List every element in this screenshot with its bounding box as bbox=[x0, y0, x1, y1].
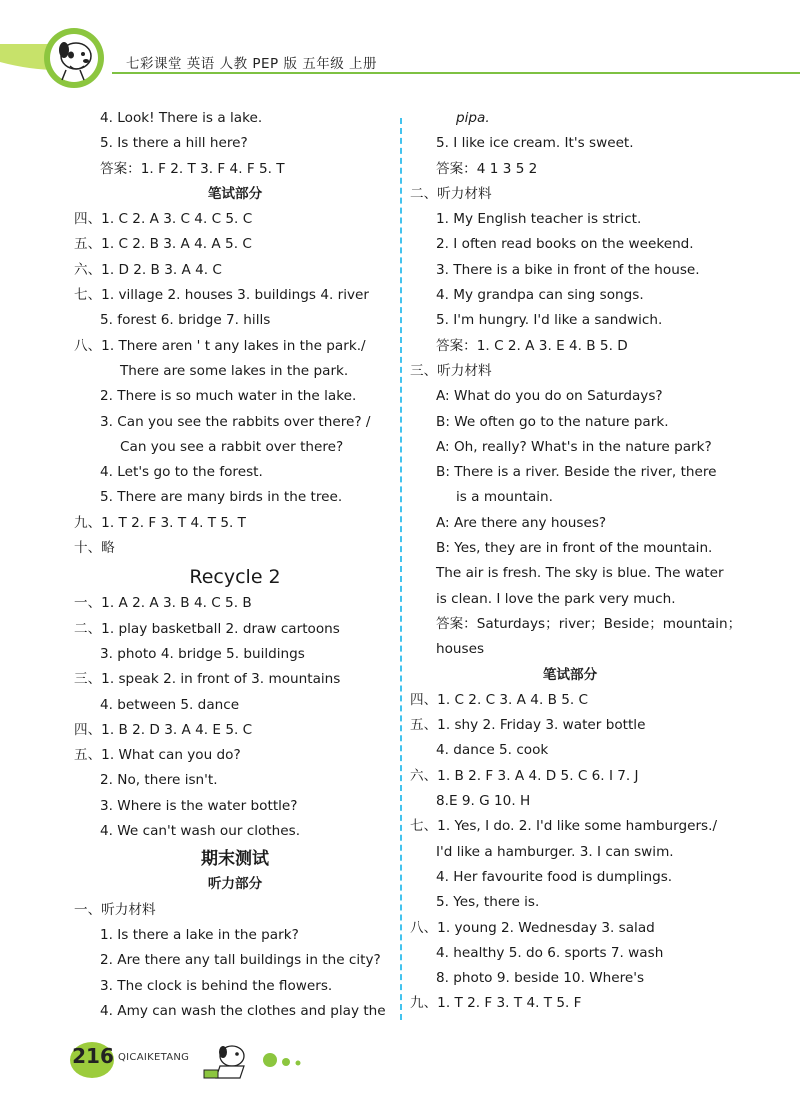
text-line: 期末测试 bbox=[201, 849, 269, 870]
text-line: 笔试部分 bbox=[207, 185, 263, 202]
text-line: 答案：Saturdays；river；Beside；mountain； bbox=[436, 615, 742, 632]
text-line: 2. Are there any tall buildings in the city? bbox=[100, 952, 381, 969]
text-line: 二、听力材料 bbox=[410, 185, 492, 202]
text-line: 五、1. shy 2. Friday 3. water bottle bbox=[410, 717, 646, 734]
text-line: 六、1. B 2. F 3. A 4. D 5. C 6. I 7. J bbox=[410, 767, 639, 784]
header-graphic bbox=[0, 0, 800, 100]
text-line: 四、1. C 2. A 3. C 4. C 5. C bbox=[74, 211, 253, 228]
decor-dot bbox=[296, 1061, 301, 1066]
text-line: 七、1. village 2. houses 3. buildings 4. river bbox=[74, 287, 369, 304]
text-line: 二、1. play basketball 2. draw cartoons bbox=[74, 620, 340, 637]
text-line: Can you see a rabbit over there? bbox=[120, 438, 344, 455]
text-line: 4. dance 5. cook bbox=[436, 742, 549, 759]
text-line: 七、1. Yes, I do. 2. I'd like some hamburgers./ bbox=[410, 818, 718, 835]
text-line: 2. I often read books on the weekend. bbox=[436, 236, 694, 253]
text-line: 三、听力材料 bbox=[410, 362, 492, 379]
text-line: 5. Yes, there is. bbox=[436, 894, 540, 911]
text-line: 3. photo 4. bridge 5. buildings bbox=[100, 645, 305, 662]
text-line: There are some lakes in the park. bbox=[120, 362, 349, 379]
left-column bbox=[74, 106, 396, 1024]
text-line: 六、1. D 2. B 3. A 4. C bbox=[74, 261, 222, 278]
footer-brand: QICAIKETANG bbox=[118, 1052, 190, 1063]
text-line: 4. Look! There is a lake. bbox=[100, 110, 263, 126]
text-line: A: Are there any houses? bbox=[436, 514, 607, 531]
text-line: is a mountain. bbox=[456, 489, 553, 506]
text-line: 十、略 bbox=[74, 540, 115, 557]
text-line: 五、1. C 2. B 3. A 4. A 5. C bbox=[74, 236, 252, 253]
text-line: 8. photo 9. beside 10. Where's bbox=[436, 970, 645, 987]
text-line: A: What do you do on Saturdays? bbox=[436, 388, 663, 405]
text-line: 4. Her favourite food is dumplings. bbox=[436, 868, 673, 885]
text-line: 5. There are many birds in the tree. bbox=[100, 489, 343, 506]
book-title: 七彩课堂 英语 人教 PEP 版 五年级 上册 bbox=[126, 56, 378, 72]
text-line: 1. Is there a lake in the park? bbox=[100, 926, 299, 943]
text-line: 笔试部分 bbox=[542, 666, 598, 683]
text-line: B: We often go to the nature park. bbox=[436, 413, 669, 430]
text-line: 5. Is there a hill here? bbox=[100, 135, 248, 152]
text-line: 三、1. speak 2. in front of 3. mountains bbox=[74, 671, 341, 688]
text-line: 九、1. T 2. F 3. T 4. T 5. T bbox=[74, 514, 246, 531]
text-line: 答案：1. C 2. A 3. E 4. B 5. D bbox=[436, 337, 628, 354]
decor-dot bbox=[282, 1058, 290, 1066]
text-line: 4. My grandpa can sing songs. bbox=[436, 287, 644, 304]
text-line: 3. There is a bike in front of the house. bbox=[436, 261, 700, 278]
text-line: 一、听力材料 bbox=[74, 901, 156, 918]
footer-mascot bbox=[190, 1036, 310, 1086]
text-line: 九、1. T 2. F 3. T 4. T 5. F bbox=[410, 995, 582, 1012]
right-column bbox=[410, 106, 742, 1017]
text-line: 五、1. What can you do? bbox=[74, 747, 241, 764]
text-line: B: Yes, they are in front of the mountain. bbox=[436, 540, 713, 557]
text-line: 八、1. There aren ' t any lakes in the park./ bbox=[74, 337, 366, 354]
text-line: 4. Amy can wash the clothes and play the bbox=[100, 1002, 386, 1019]
text-line: Recycle 2 bbox=[189, 566, 281, 589]
text-line: A: Oh, really? What's in the nature park? bbox=[436, 438, 712, 455]
text-line: 答案：4 1 3 5 2 bbox=[436, 160, 538, 177]
text-line: 4. healthy 5. do 6. sports 7. wash bbox=[436, 944, 664, 961]
text-line: houses bbox=[436, 641, 485, 658]
dog-mascot-icon bbox=[204, 1046, 244, 1078]
text-line: pipa. bbox=[456, 110, 490, 126]
text-line: I'd like a hamburger. 3. I can swim. bbox=[436, 843, 674, 860]
text-line: 4. Let's go to the forest. bbox=[100, 464, 263, 481]
text-line: 听力部分 bbox=[207, 876, 263, 893]
text-line: B: There is a river. Beside the river, there bbox=[436, 464, 717, 481]
text-line: 3. Can you see the rabbits over there? / bbox=[100, 413, 371, 430]
text-line: 八、1. young 2. Wednesday 3. salad bbox=[410, 919, 655, 936]
text-line: 一、1. A 2. A 3. B 4. C 5. B bbox=[74, 595, 252, 612]
text-line: 3. Where is the water bottle? bbox=[100, 797, 298, 814]
text-line: 答案：1. F 2. T 3. F 4. F 5. T bbox=[100, 160, 285, 177]
text-line: 3. The clock is behind the flowers. bbox=[100, 977, 333, 994]
text-line: 四、1. B 2. D 3. A 4. E 5. C bbox=[74, 721, 253, 738]
text-line: 5. I like ice cream. It's sweet. bbox=[436, 135, 634, 152]
text-line: 4. We can't wash our clothes. bbox=[100, 823, 301, 840]
page-header bbox=[0, 0, 800, 100]
header-rule bbox=[112, 72, 800, 74]
text-line: The air is fresh. The sky is blue. The water bbox=[436, 565, 724, 582]
text-line: 2. No, there isn't. bbox=[100, 772, 218, 789]
text-line: 4. between 5. dance bbox=[100, 696, 240, 713]
text-line: 四、1. C 2. C 3. A 4. B 5. C bbox=[410, 691, 589, 708]
text-line: 8.E 9. G 10. H bbox=[436, 793, 531, 810]
text-line: 5. I'm hungry. I'd like a sandwich. bbox=[436, 312, 663, 329]
text-line: 2. There is so much water in the lake. bbox=[100, 388, 357, 405]
text-line: 5. forest 6. bridge 7. hills bbox=[100, 312, 271, 329]
decor-dot bbox=[263, 1053, 277, 1067]
page-number: 216 bbox=[72, 1044, 114, 1068]
text-line: 1. My English teacher is strict. bbox=[436, 211, 642, 228]
text-line: is clean. I love the park very much. bbox=[436, 590, 676, 607]
column-divider bbox=[400, 118, 402, 1020]
